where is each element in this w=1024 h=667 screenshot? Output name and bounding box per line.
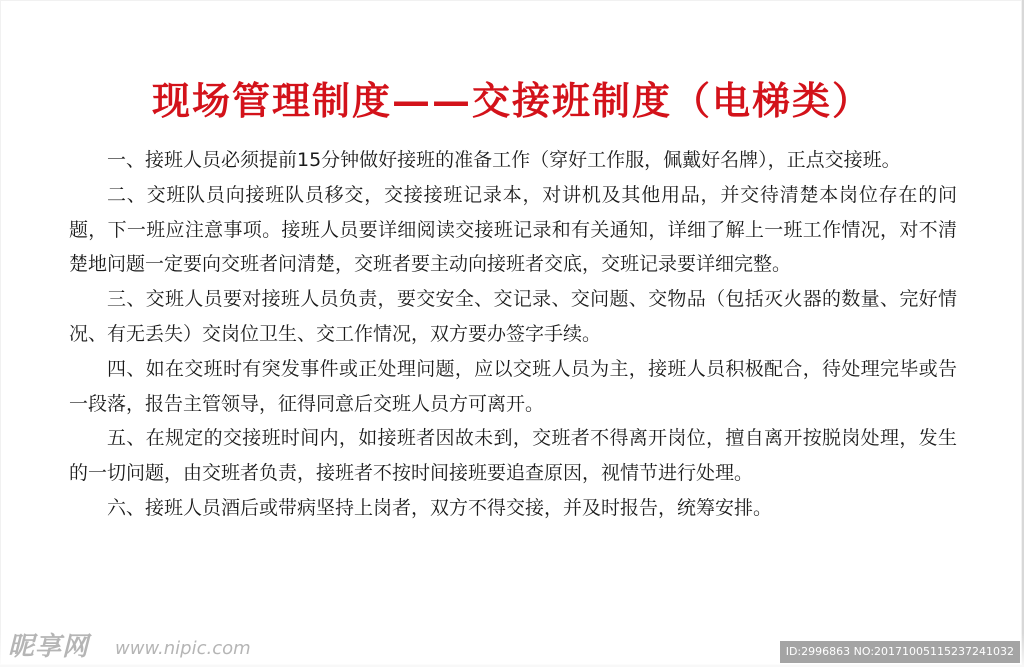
paragraph-6: 六、接班人员酒后或带病坚持上岗者，双方不得交接，并及时报告，统筹安排。 (107, 496, 773, 519)
paragraph-4: 四、如在交班时有突发事件或正处理问题，应以交班人员为主，接班人员积极配合，待处理完毕或告一段落，报告主管领导，征得同意后交班人员方可离开。 (69, 357, 957, 415)
document-body (69, 143, 957, 526)
paragraph-1: 一、接班人员必须提前15分钟做好接班的准备工作（穿好工作服，佩戴好名牌），正点交接班。 (107, 149, 901, 171)
paragraph-2: 二、交班队员向接班队员移交，交接接班记录本，对讲机及其他用品，并交待清楚本岗位存在的问题，下一班应注意事项。接班人员要详细阅读交接班记录和有关通知，详细了解上一班工作情况，对不清楚地问题一定要向交班者问清楚，交班者要主动向接班者交底，交班记录要详细完整。 (69, 183, 957, 276)
watermark-site-url: www.nipic.com (115, 638, 251, 659)
watermark-id-strip: ID:2996863 NO:20171005115237241032 (780, 641, 1020, 663)
paragraph-3: 三、交班人员要对接班人员负责，要交安全、交记录、交问题、交物品（包括灭火器的数量、完好情况、有无丢失）交岗位卫生、交工作情况，双方要办签字手续。 (69, 288, 957, 345)
paragraph-5: 五、在规定的交接班时间内，如接班者因故未到，交班者不得离开岗位，擅自离开按脱岗处理，发生的一切问题，由交班者负责，接班者不按时间接班要追查原因，视情节进行处理。 (69, 427, 957, 485)
document-title: 现场管理制度——交接班制度（电梯类） (151, 78, 872, 123)
watermark-bar (0, 633, 1024, 667)
watermark-logo: 昵享网 (8, 632, 90, 662)
